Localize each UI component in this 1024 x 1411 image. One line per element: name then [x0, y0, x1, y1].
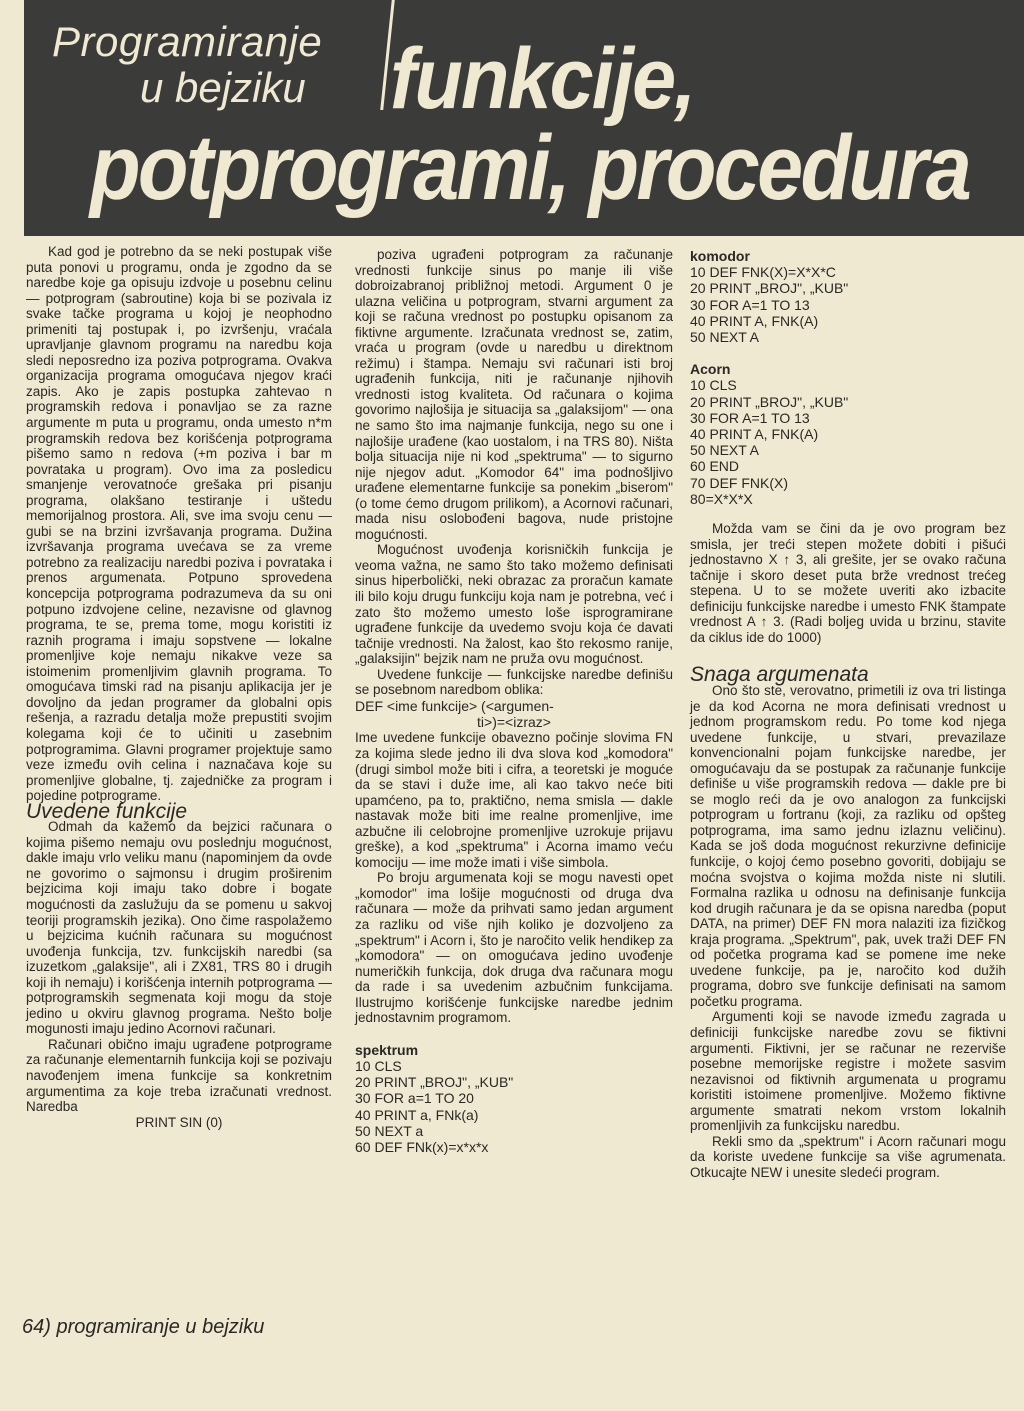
- code-line: 30 FOR a=1 TO 20: [355, 1090, 474, 1107]
- code-line: 50 NEXT A: [690, 442, 760, 459]
- paragraph: Odmah da kažemo da bejzici računara o kojima pišemo nemaju ovu poslednju mogućnost, dakle imaju vrlo veliku manu (napominjem da ovde ne govorimo o sajmonsu i drugim proširenim bejzicima koji imaju tako dobre i bogate mogućnosti da zaslužuju da se pomenu u sakvoj teoriji programskih jezika). Ono čime raspolažemo u bejzicima kućnih računara su mogućnost uvođenja funkcija, tzv. funkcijskih naredbi (sa izuzetkom „galaksije", ali i ZX81, TRS 80 i drugih koji ih nemaju) i korišćenja internih potprograma — potprogramskih segmenata koji mogu da stoje jedino u okviru glavnog programa. Nešto bolje mogunosti imaju jedino Acornovi računari.: [26, 819, 332, 1037]
- column-2: [355, 247, 673, 1155]
- code-line: 30 FOR A=1 TO 13: [690, 296, 810, 313]
- paragraph: Rekli smo da „spektrum" i Acorn računari mogu da koriste uvedene funkcije sa više agrumenata. Otkucajte NEW i unesite sledeći program.: [690, 1133, 1006, 1180]
- def-syntax-continued: ti>)=<izraz>: [477, 713, 551, 730]
- code-line: 10 DEF FNK(X)=X*X*C: [690, 264, 836, 281]
- code-example: PRINT SIN (0): [135, 1114, 223, 1130]
- code-line: 80=X*X*X: [690, 490, 753, 507]
- code-line: 40 PRINT A, FNK(A): [690, 426, 819, 443]
- column-3: [690, 248, 1006, 1180]
- paragraph: Mogućnost uvođenja korisničkih funkcija je veoma važna, ne samo što tako možemo definisati sinus hiperbolički, neki obrazac za proračun kamate ili bilo koju drugu funkciju koja nam je potrebna, već i zato što možemo umesto loše isprogramirane ugrađene funkcije da uvedemo svoju koja će davati tačnije vrednosti. Na žalost, kao što rekosmo ranije, „galaksijin" bejzik nam ne pruža ovu mogućnost.: [355, 542, 673, 667]
- paragraph: Kad god je potrebno da se neki postupak više puta ponovi u programu, onda je zgodno da se naredbe koje ga opisuju izdvoje u posebnu celinu — potprogram (sabroutine) koja bi se pozivala iz svake tačke programa u kojoj je neophodno primeniti taj postupak i, po izvršenju, vraćala upravljanje glavnom programu na naredbu koja sledi neposredno iza poziva potprograma. Ovakva organizacija programa omogućava njegov kraći zapis. Ako je zapis postupka zahtevao n programskih redova i ponavljao se za razne argumente m puta u programu, onda umesto n*m programskih redova bez korišćenja potprograma pišemo samo n redova (+m poziva i bar m povrataka u program). Ovo ima za posledicu smanjenje verovatnoće grešaka pri pisanju programa, olakšano testiranje i uštedu memorijalnog prostora. Ali, sve ima svoju cenu — gubi se na brzini izvršavanja programa. Dužina izvršavanja programa uvećava se za vreme potrebno za realizaciju naredbi poziva i povrataka i prenos argumenata. Potpuno sprovedena koncepcija potprograma podrazumeva da su oni potpuno izdvojene celine, nezavisne od glavnog programa, te se, prema tome, mogu koristiti iz raznih programa i imaju sopstvene — lokalne promenljive koje nemaju nikakve veze sa istoimenim promenljivim glavnih programa. To omogućava timski rad na pisanju aplikacija jer je dovoljno da jedan programer da globalni opis rešenja, a razradu detalja može prepustiti svojim kolegama koji će to učiniti u zasebnim potprogramima. Glavni programer projektuje samo veze između ovih celina i naznačava koje su promenljive globalne, tj. zajedničke za program i pojedine potprograme.: [26, 244, 332, 804]
- article-title-line1: funkcije,: [390, 31, 695, 127]
- code-listing-komodor: [690, 248, 1006, 345]
- article-title-line2: potprogrami, procedura: [90, 117, 970, 219]
- title-banner: [24, 0, 1024, 236]
- code-listing-spektrum: [355, 1042, 673, 1155]
- code-label: Acorn: [690, 361, 731, 378]
- series-title-line1: Programiranje: [52, 18, 323, 65]
- code-line: 50 NEXT a: [355, 1122, 424, 1139]
- paragraph: poziva ugrađeni potprogram za računanje vrednosti funkcije sinus po manje ili više dobroizabranoj približnoj metodi. Argument 0 je ulazna veličina u potprogram, stvarni argument za koji se računa vrednost po postupku opisanom za fiktivne argumente. Izračunata vrednost se, zatim, vraća u program (ovde u naredbu u direktnom režimu) i štampa. Nemaju svi računari isti broj ugrađenih funkcija, niti je računanje njihovih vrednosti istog kvaliteta. Od računara o kojima govorimo najlošija je situacija sa „galaksijom" — ona ne samo što ima najmanje funkcija, nego su one i najlošije urađene (kao uostalom, i na TRS 80). Ništa bolja situacija nije ni kod „spektruma" — to sigurno nije njegov adut. „Komodor 64" ima podnošljivo urađene elementarne funkcije sa ponekim „biserom" (o tome ćemo drugom prilikom), a Acornovi računari, mada nisu oslobođeni bagova, nude pristojne mogućnosti.: [355, 247, 673, 542]
- code-line: 10 CLS: [355, 1058, 402, 1074]
- code-line: 20 PRINT „BROJ", „KUB": [690, 280, 849, 297]
- def-syntax: DEF <ime funkcije> (<argumen-: [355, 697, 554, 714]
- paragraph: Po broju argumenata koji se mogu navesti opet „komodor" ima lošije mogućnosti od druga dva računara — može da prihvati samo jedan argument za razliku od više njih koliko je dozvoljeno za „spektrum" i Acorn i, što je naročito velik hendikep za „komodora" — on omogućava jedino uvođenje numeričkih funkcija, dok druga dva računara mogu da rade i sa uvedenim azbučnim funkcijama. Ilustrujmo korišćenje funkcijske naredbe jednim jednostavnim programom.: [355, 870, 673, 1026]
- code-line: 60 DEF FNk(x)=x*x*x: [355, 1139, 489, 1156]
- paragraph: Ono što ste, verovatno, primetili iz ova tri listinga je da kod Acorna ne mora definisati vrednost u jednom programskom redu. Po tome kod njega uvedene funkcije, u stvari, prevazilaze konvencionalni pojam funkcijske naredbe, jer omogućavaju da se postupak za računanje funkcije definiše u više programskih redova — dakle pre bi se moglo reći da je ovo analogon za funkcijski potprogram u fortranu (koji, za razliku od opšteg potprograma, ima samo jednu izlaznu veličinu). Kada se još doda mogućnost rekurzivne definicije funkcije, o kojoj ćemo posebno govoriti, dobijaju se moćna svojstva o kojima možda niste ni slutili. Formalna razlika u odnosu na definisanje funkcija kod drugih računara je da se opisna naredba (poput DATA, na primer) DEF FN mora nalaziti iza fizičkog kraja programa. „Spektrum", pak, uvek traži DEF FN od početka programa kad se pomene ime neke uvedene funkcije, pa je, naročito kod dužih programa, dobro sve funkcije definisati na samom početku programa.: [690, 682, 1006, 1009]
- code-line: 20 PRINT „BROJ", „KUB": [690, 393, 849, 410]
- code-line: 50 NEXT A: [690, 329, 760, 346]
- page-footer: 64) programiranje u bejziku: [22, 1316, 265, 1338]
- paragraph: Ime uvedene funkcije obavezno počinje slovima FN za kojima slede jedno ili dva slova kod „komodora" (drugi simbol može biti i cifra, a teoretski je moguće da se stavi i duže ime, ali kao takvo neće biti upamćeno, pa to, praktično, nema smisla — dakle nastavak može biti ime realne promenljive, ime azbučne ili celobrojne promenljive uzrokuje prijavu greške), a kod „spektruma" i Acorna imamo veću komociju — ime može imati i više simbola.: [355, 730, 673, 870]
- section-heading: Snaga argumenata: [690, 663, 869, 687]
- code-line: 30 FOR A=1 TO 13: [690, 409, 810, 426]
- section-heading: Uvedene funkcije: [26, 799, 188, 823]
- code-line: 10 CLS: [690, 377, 737, 394]
- code-line: 60 END: [690, 458, 740, 475]
- paragraph: Računari obično imaju ugrađene potprograme za računanje elementarnih funkcija koji se pozivaju navođenjem imena funkcije sa konkretnim argumentima za koje treba izračunati vrednost. Naredba: [26, 1036, 332, 1115]
- series-title-line2: u bejziku: [140, 64, 306, 111]
- paragraph: Argumenti koji se navode između zagrada u definiciji funkcijske naredbe zovu se fiktivni argumenti. Fiktivni, jer se računar ne rezerviše posebne memorijske registre i možete sasvim nezavisnoi od fiktivnih argumenata u programu koristiti istoimene promenljive. Možemo fiktivne argumente smatrati nekom vrstom lokalnih promenljivih za funkcijsku naredbu.: [690, 1009, 1006, 1134]
- code-line: 70 DEF FNK(X): [690, 474, 789, 491]
- code-line: 20 PRINT „BROJ", „KUB": [355, 1074, 514, 1091]
- code-label: spektrum: [355, 1041, 419, 1058]
- paragraph: Uvedene funkcije — funkcijske naredbe definišu se posebnom naredbom oblika:: [355, 666, 673, 698]
- paragraph: Možda vam se čini da je ovo program bez smisla, jer treći stepen možete dobiti i pišući jednostavno X ↑ 3, ali grešite, jer se ovako računa tačnije i skoro deset puta brže vrednost trećeg stepena. U to se možete uveriti ako izbacite definiciju funkcijske naredbe i umesto FNK štampate vrednost A ↑ 3. (Radi boljeg uvida u brzinu, stavite da ciklus ide do 1000): [690, 521, 1006, 645]
- code-label: komodor: [690, 248, 750, 264]
- column-1: [26, 244, 332, 1130]
- code-line: 40 PRINT A, FNK(A): [690, 312, 819, 329]
- code-line: 40 PRINT a, FNk(a): [355, 1106, 479, 1123]
- code-listing-acorn: [690, 361, 1006, 507]
